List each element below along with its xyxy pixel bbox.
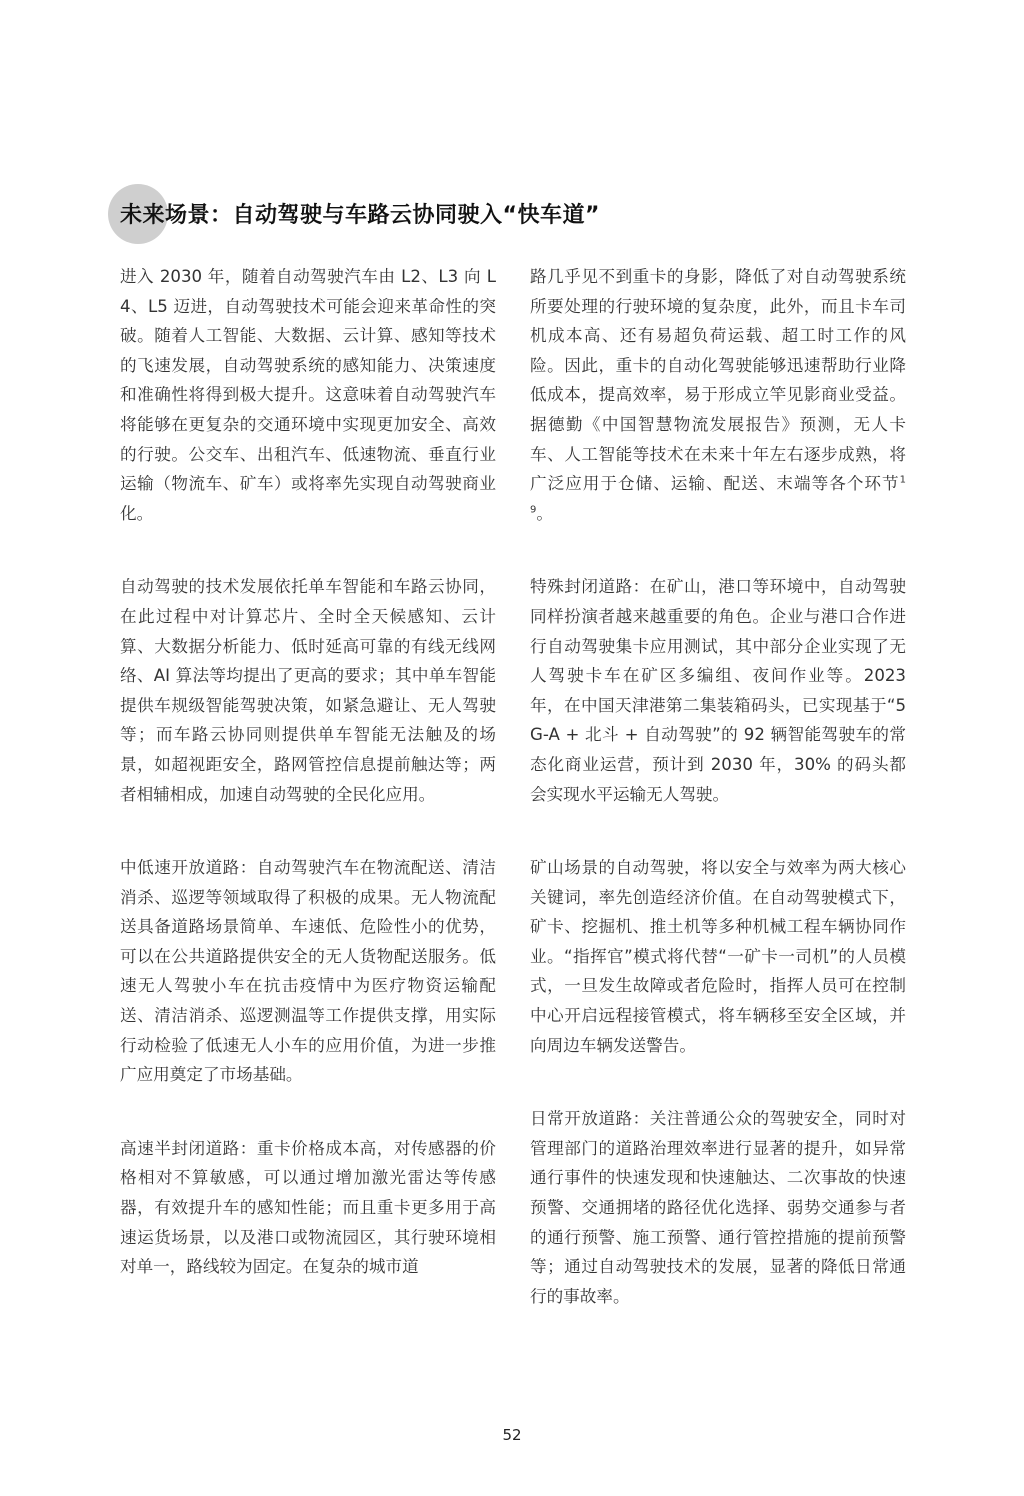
paragraph-highway-semi-closed: 高速半封闭道路：重卡价格成本高，对传感器的价格相对不算敏感，可以通过增加激光雷达等传感器，有效提升车的感知性能；而且重卡更多用于高速运货场景，以及港口或物流园区，其行驶环境相对单一，路线较为固定。在复杂的城市道 (120, 1138, 496, 1277)
section-header (108, 184, 808, 246)
paragraph-text: 路几乎见不到重卡的身影，降低了对自动驾驶系统所要处理的行驶环境的复杂度，此外，而且卡车司机成本高、还有易超负荷运载、超工时工作的风险。因此，重卡的自动化驾驶能够迅速帮助行业降低成本，提高效率，易于形成立竿见影商业受益。据德勤《中国智慧物流发展报告》预测，无人卡车、人工智能等技术在未来十年左右逐步成熟，将广泛应用于仓储、运输、配送、末端等各个环节 (530, 267, 906, 494)
paragraph-2030-outlook: 进入 2030 年，随着自动驾驶汽车由 L2、L3 向 L4、L5 迈进，自动驾驶技术可能会迎来革命性的突破。随着人工智能、大数据、云计算、感知等技术的飞速发展，自动驾驶系统的感知能力、决策速度和准确性将得到极大提升。这意味着自动驾驶汽车将能够在更复杂的交通环境中实现更加安全、高效的行驶。公交车、出租汽车、低速物流、垂直行业运输（物流车、矿车）或将率先实现自动驾驶商业化。 (120, 267, 496, 523)
right-column (530, 262, 906, 1355)
paragraph-end-punctuation: 。 (536, 503, 553, 523)
paragraph-tech-development: 自动驾驶的技术发展依托单车智能和车路云协同，在此过程中对计算芯片、全时全天候感知、云计算、大数据分析能力、低时延高可靠的有线无线网络、AI 算法等均提出了更高的要求；其中单车智能提供车规级智能驾驶决策，如紧急避让、无人驾驶等；而车路云协同则提供单车智能无法触及的场景，如超视距安全，路网管控信息提前触达等；两者相辅相成，加速自动驾驶的全民化应用。 (120, 577, 496, 804)
left-column (120, 262, 496, 1326)
paragraph-daily-open-road: 日常开放道路：关注普通公众的驾驶安全，同时对管理部门的道路治理效率进行显著的提升，如异常通行事件的快速发现和快速触达、二次事故的快速预警、交通拥堵的路径优化选择、弱势交通参与者的通行预警、施工预警、通行管控措施的提前预警等；通过自动驾驶技术的发展，显著的降低日常通行的事故率。 (530, 1109, 906, 1306)
page-number: 52 (502, 1426, 522, 1444)
paragraph-special-closed-road: 特殊封闭道路：在矿山，港口等环境中，自动驾驶同样扮演者越来越重要的角色。企业与港口合作进行自动驾驶集卡应用测试，其中部分企业实现了无人驾驶卡车在矿区多编组、夜间作业等。2023 年，在中国天津港第二集装箱码头，已实现基于“5G-A + 北斗 + 自动驾驶”的 92 辆智能驾驶车的常态化商业运营，预计到 2030 年，30% 的码头都会实现水平运输无人驾驶。 (530, 577, 906, 804)
paragraph-mining-scenario: 矿山场景的自动驾驶，将以安全与效率为两大核心关键词，率先创造经济价值。在自动驾驶模式下，矿卡、挖掘机、推土机等多种机械工程车辆协同作业。“指挥官”模式将代替“一矿卡一司机”的人员模式，一旦发生故障或者危险时，指挥人员可在控制中心开启远程接管模式，将车辆移至安全区域，并向周边车辆发送警告。 (530, 858, 906, 1055)
footnote-marker: 19 (530, 474, 906, 516)
paragraph-heavy-truck-continued (530, 262, 906, 528)
paragraph-low-speed-open-road: 中低速开放道路：自动驾驶汽车在物流配送、清洁消杀、巡逻等领域取得了积极的成果。无人物流配送具备道路场景简单、车速低、危险性小的优势，可以在公共道路提供安全的无人货物配送服务。低速无人驾驶小车在抗击疫情中为医疗物资运输配送、清洁消杀、巡逻测温等工作提供支撑，用实际行动检验了低速无人小车的应用价值，为进一步推广应用奠定了市场基础。 (120, 858, 496, 1085)
section-title: 未来场景：自动驾驶与车路云协同驶入“快车道” (120, 203, 600, 228)
